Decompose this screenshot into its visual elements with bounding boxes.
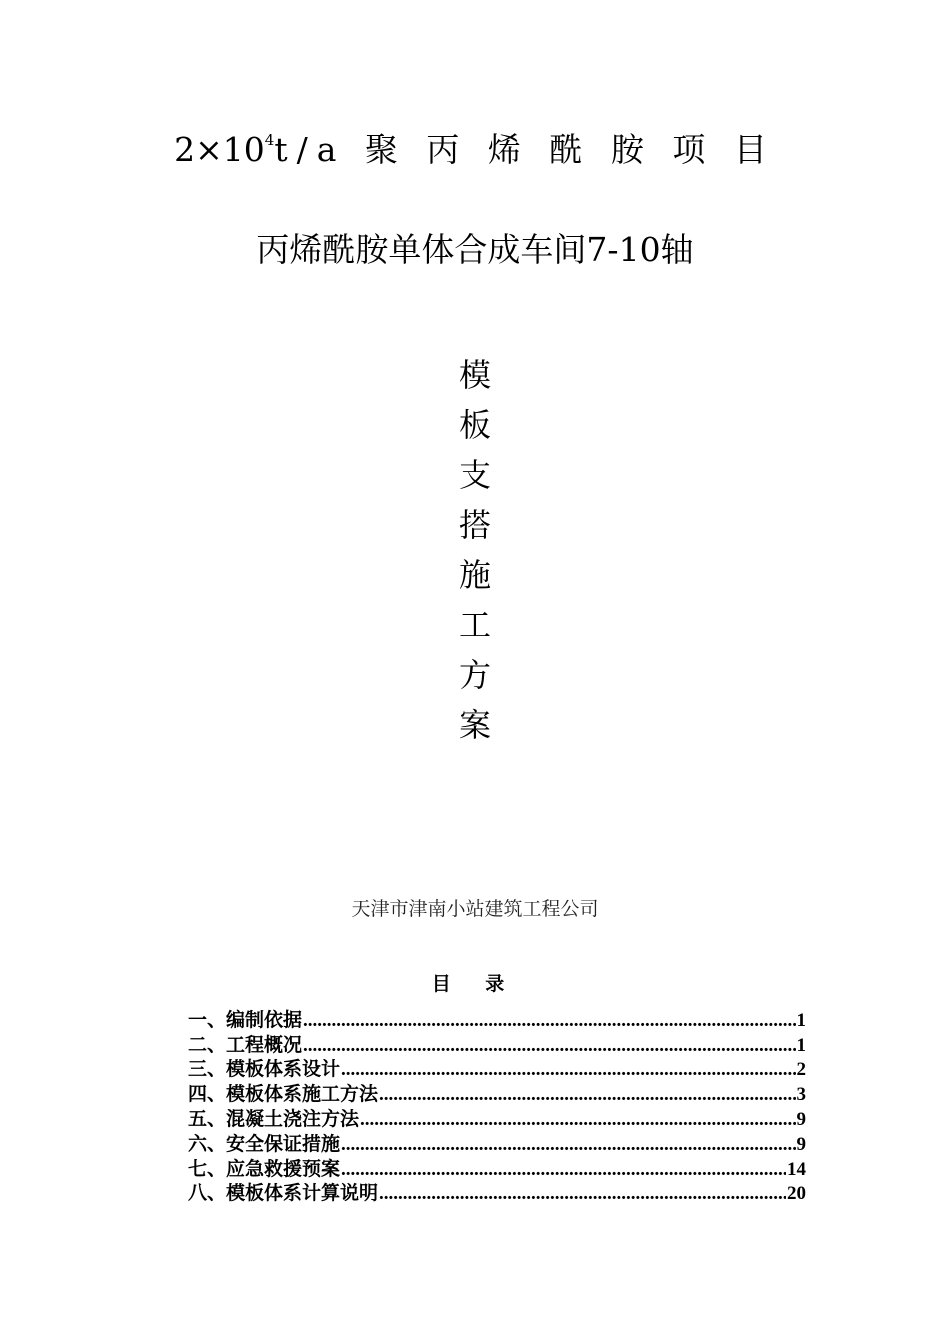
vertical-title-char: 搭 <box>458 506 491 544</box>
toc-entry[interactable] <box>188 1107 806 1132</box>
vertical-title-char: 工 <box>458 606 491 644</box>
toc-leader-dots <box>379 1182 786 1206</box>
toc-entry[interactable] <box>188 1182 806 1207</box>
toc-entry-page: 9 <box>796 1133 806 1155</box>
company-name: 天津市津南小站建筑工程公司 <box>351 898 599 920</box>
toc-leader-dots <box>341 1133 795 1157</box>
vertical-title-char: 板 <box>458 406 491 444</box>
toc-entry[interactable] <box>188 1157 806 1182</box>
project-title-prefix: 2×10 <box>174 130 265 169</box>
toc-entry-page: 2 <box>796 1059 806 1081</box>
toc-entry[interactable] <box>188 1008 806 1033</box>
vertical-title-char: 方 <box>458 656 491 694</box>
toc-leader-dots <box>379 1083 795 1107</box>
toc-entry-label: 六、安全保证措施 <box>188 1133 341 1155</box>
project-title-rest: t/a 聚 丙 烯 酰 胺 项 目 <box>274 130 776 169</box>
toc-entry[interactable] <box>188 1132 806 1157</box>
toc-entry[interactable] <box>188 1033 806 1058</box>
toc-leader-dots <box>303 1034 795 1058</box>
project-title <box>0 128 950 172</box>
toc-leader-dots <box>303 1009 795 1033</box>
vertical-document-title <box>440 350 510 750</box>
toc-entry-label: 二、工程概况 <box>188 1034 303 1056</box>
toc-entry-page: 1 <box>796 1009 806 1031</box>
toc-entry-page: 1 <box>796 1034 806 1056</box>
toc-entry-page: 9 <box>796 1108 806 1130</box>
toc-entry-label: 四、模板体系施工方法 <box>188 1084 379 1106</box>
toc-leader-dots <box>341 1158 786 1182</box>
toc-entry-label: 三、模板体系设计 <box>188 1059 341 1081</box>
toc-entry-label: 七、应急救援预案 <box>188 1158 341 1180</box>
toc-leader-dots <box>341 1058 795 1082</box>
toc-entry[interactable] <box>188 1082 806 1107</box>
vertical-title-char: 案 <box>458 706 491 744</box>
table-of-contents <box>188 1008 806 1206</box>
toc-entry-label: 五、混凝土浇注方法 <box>188 1108 360 1130</box>
vertical-title-char: 支 <box>458 456 491 494</box>
project-title-superscript: 4 <box>264 131 275 149</box>
workshop-title: 丙烯酰胺单体合成车间7-10轴 <box>256 230 694 269</box>
toc-entry-page: 14 <box>787 1158 806 1180</box>
toc-leader-dots <box>360 1108 795 1132</box>
toc-entry-label: 一、编制依据 <box>188 1009 303 1031</box>
toc-entry-page: 3 <box>796 1084 806 1106</box>
toc-heading: 目 录 <box>431 973 519 995</box>
vertical-title-char: 模 <box>458 356 491 394</box>
toc-entry-page: 20 <box>787 1183 806 1205</box>
toc-entry[interactable] <box>188 1058 806 1083</box>
vertical-title-char: 施 <box>458 556 491 594</box>
toc-entry-label: 八、模板体系计算说明 <box>188 1183 379 1205</box>
